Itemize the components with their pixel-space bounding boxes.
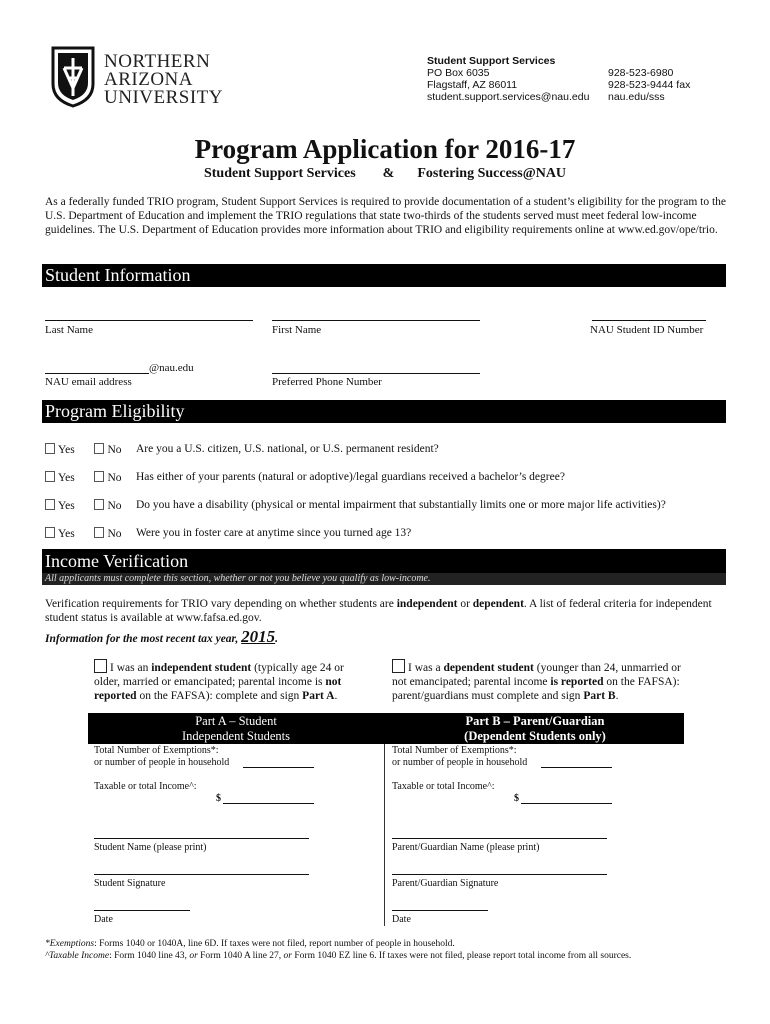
eligibility-question: Has either of your parents (natural or adoptive)/legal guardians received a bachelor’s degree? (136, 471, 565, 483)
dependent-option (392, 659, 687, 703)
part-b-dollar: $ (514, 793, 519, 804)
fax-line: 928-523-9444 fax (608, 79, 691, 91)
footnote-income (45, 950, 735, 962)
logo-line-2: ARIZONA (104, 69, 193, 90)
part-b-signature-label: Parent/Guardian Signature (392, 878, 499, 889)
opt-text: . (334, 690, 338, 702)
household-label: or number of people in household (392, 757, 528, 768)
footnote-or: or (189, 951, 198, 961)
eligibility-question-row (45, 443, 122, 456)
tax-year-value: 2015 (241, 627, 276, 646)
eligibility-question: Are you a U.S. citizen, U.S. national, or U.S. permanent resident? (136, 443, 439, 455)
opt-bold: dependent student (443, 662, 534, 674)
yes-checkbox[interactable] (45, 499, 55, 510)
logo-line-1: NORTHERN (104, 51, 211, 72)
no-checkbox[interactable] (94, 499, 104, 510)
logo-line-3: UNIVERSITY (104, 87, 223, 108)
email-link[interactable]: student.support.services@nau.edu (427, 91, 590, 103)
phone-field[interactable] (272, 373, 480, 374)
no-checkbox[interactable] (94, 527, 104, 538)
exemptions-label: Total Number of Exemptions*: (94, 745, 219, 756)
part-b-header (386, 714, 684, 744)
section-eligibility (42, 400, 726, 423)
verif-text: Verification requirements for TRIO vary depending on whether students are (45, 598, 397, 610)
tax-year-period: . (275, 633, 279, 645)
opt-bold: independent student (151, 662, 252, 674)
opt-bold: not reported (94, 676, 342, 702)
part-a-exemptions (94, 745, 229, 769)
column-divider (384, 744, 385, 926)
yes-label: Yes (58, 444, 75, 456)
section-student-info (42, 264, 726, 287)
address-line: Flagstaff, AZ 86011 (427, 79, 518, 91)
part-b-income-label: Taxable or total Income^: (392, 781, 495, 792)
part-b-subtitle: (Dependent Students only) (464, 729, 606, 743)
email-field[interactable] (45, 373, 149, 374)
verif-independent: independent (396, 598, 458, 610)
last-name-label: Last Name (45, 324, 93, 336)
part-b-date-label: Date (392, 914, 411, 925)
tax-year-line (45, 627, 278, 647)
part-a-dollar: $ (216, 793, 221, 804)
university-wordmark (104, 53, 223, 107)
footnote-label: ^Taxable Income (45, 951, 110, 961)
tax-year-label: Information for the most recent tax year, (45, 633, 239, 645)
independent-option (94, 659, 366, 703)
office-title: Student Support Services (427, 55, 556, 67)
part-a-date-label: Date (94, 914, 113, 925)
part-a-signature-field[interactable] (94, 874, 309, 875)
part-b-exemptions (392, 745, 527, 769)
verification-text (45, 597, 727, 625)
part-b-signature-field[interactable] (392, 874, 607, 875)
no-label: No (107, 444, 122, 456)
part-a-name-label: Student Name (please print) (94, 842, 207, 853)
yes-checkbox[interactable] (45, 471, 55, 482)
office-phones (608, 67, 690, 103)
first-name-field[interactable] (272, 320, 480, 321)
part-a-exemptions-field[interactable] (243, 767, 314, 768)
subtitle-left: Student Support Services (203, 166, 356, 181)
student-id-label: NAU Student ID Number (590, 324, 704, 336)
exemptions-label: Total Number of Exemptions*: (392, 745, 517, 756)
opt-text: on the FAFSA): complete and sign (136, 690, 303, 702)
verif-dependent: dependent (472, 598, 524, 610)
yes-label: Yes (58, 528, 75, 540)
part-a-date-field[interactable] (94, 910, 190, 911)
part-b-name-field[interactable] (392, 838, 607, 839)
part-b-income-field[interactable] (521, 803, 612, 804)
eligibility-question-row (45, 499, 122, 512)
opt-text: I was an (110, 662, 152, 674)
eligibility-question: Do you have a disability (physical or mental impairment that substantially limits one or more major life activities)? (136, 499, 666, 511)
part-a-header (88, 714, 384, 744)
yes-label: Yes (58, 500, 75, 512)
opt-bold: Part B (583, 690, 616, 702)
section-income (42, 549, 726, 573)
opt-text: . (615, 690, 619, 702)
part-a-signature-label: Student Signature (94, 878, 166, 889)
yes-label: Yes (58, 472, 75, 484)
part-a-name-field[interactable] (94, 838, 309, 839)
nau-shield-icon (50, 44, 96, 108)
footnote-text: Form 1040 A line 27, (197, 951, 284, 961)
verif-or: or (457, 598, 473, 610)
no-checkbox[interactable] (94, 471, 104, 482)
opt-text: (typically age 24 or older, married or emancipated; parental income is (94, 662, 344, 688)
section-heading: Income Verification (45, 551, 189, 571)
dependent-checkbox[interactable] (392, 659, 405, 673)
no-checkbox[interactable] (94, 443, 104, 454)
subtitle-right: Fostering Success@NAU (417, 166, 567, 181)
office-contact (427, 55, 589, 103)
yes-checkbox[interactable] (45, 443, 55, 454)
part-b-name-label: Parent/Guardian Name (please print) (392, 842, 540, 853)
phone-line: 928-523-6980 (608, 67, 674, 79)
eligibility-question: Were you in foster care at anytime since you turned age 13? (136, 527, 412, 539)
part-b-title: Part B – Parent/Guardian (465, 714, 605, 728)
yes-checkbox[interactable] (45, 527, 55, 538)
no-label: No (107, 472, 122, 484)
website-link[interactable]: nau.edu/sss (608, 91, 665, 103)
no-label: No (107, 500, 122, 512)
last-name-field[interactable] (45, 320, 253, 321)
part-a-income-field[interactable] (223, 803, 314, 804)
no-label: No (107, 528, 122, 540)
part-b-date-field[interactable] (392, 910, 488, 911)
opt-text: I was a (408, 662, 444, 674)
opt-bold: is reported (550, 676, 604, 688)
part-b-exemptions-field[interactable] (541, 767, 612, 768)
footnote-or: or (283, 951, 292, 961)
eligibility-question-row (45, 527, 122, 540)
part-a-income-label: Taxable or total Income^: (94, 781, 197, 792)
student-id-field[interactable] (592, 320, 706, 321)
verif-text-2: . A list of federal criteria for independent student status is available at www.fafsa.ed.gov. (45, 598, 712, 624)
opt-bold: Part A (302, 690, 335, 702)
section-heading: Program Eligibility (45, 401, 185, 421)
subtitle-amp: & (382, 166, 395, 181)
footnote-exemptions (45, 938, 735, 950)
section-heading: Student Information (45, 265, 191, 285)
phone-label: Preferred Phone Number (272, 376, 382, 388)
first-name-label: First Name (272, 324, 322, 336)
footnote-text: Form 1040 EZ line 6. If taxes were not filed, please report total income from all sources. (292, 951, 632, 961)
part-a-title: Part A – Student (195, 714, 277, 728)
opt-text: on the FAFSA): parent/guardians must complete and sign (392, 676, 680, 702)
household-label: or number of people in household (94, 757, 230, 768)
email-suffix: @nau.edu (149, 362, 194, 374)
footnote-label: *Exemptions (45, 939, 95, 949)
eligibility-question-row (45, 471, 122, 484)
opt-text: (younger than 24, unmarried or not emancipated; parental income (392, 662, 681, 688)
intro-paragraph: As a federally funded TRIO program, Student Support Services is required to provide documentation of a student’s eligibility for the program to the U.S. Department of Education and implement the TRIO regulations that state two-thirds of the students served must meet federal low-income guidelines. The U.S. Department of Education provides more information about TRIO and eligibility requirements online at www.ed.gov/ope/trio. (45, 196, 727, 236)
footnote-text: : Form 1040 line 43, (109, 951, 190, 961)
address-line: PO Box 6035 (427, 67, 490, 79)
email-label: NAU email address (45, 376, 132, 388)
page-subtitle (0, 166, 770, 182)
nau-logo (50, 44, 96, 108)
independent-checkbox[interactable] (94, 659, 107, 673)
footnotes (45, 938, 735, 962)
income-subheading: All applicants must complete this section, whether or not you believe you qualify as low-income. (42, 573, 726, 585)
part-a-subtitle: Independent Students (182, 729, 290, 743)
page-title: Program Application for 2016-17 (194, 134, 576, 164)
footnote-text: : Forms 1040 or 1040A, line 6D. If taxes were not filed, report number of people in household. (94, 939, 455, 949)
